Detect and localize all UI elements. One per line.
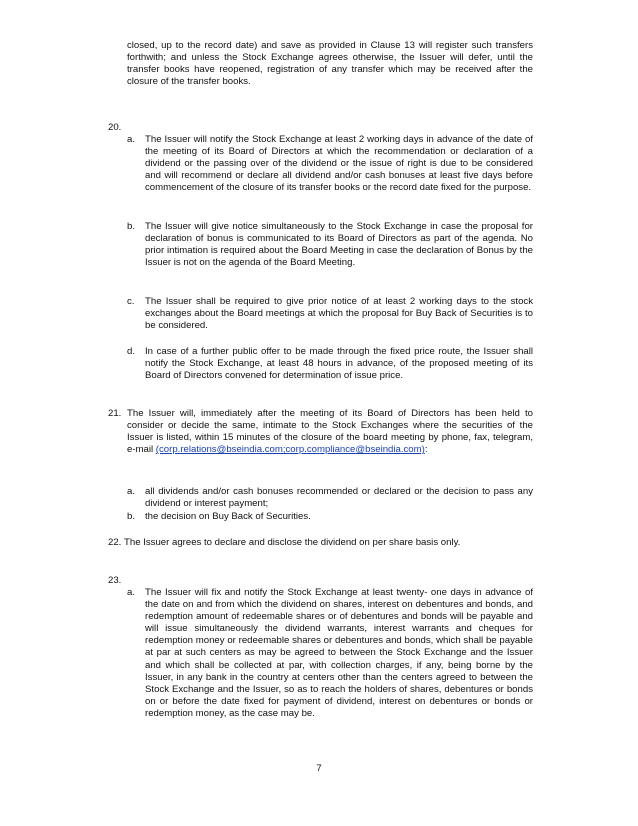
clause-20a-label: a. xyxy=(127,134,136,145)
clause-20b-text: The Issuer will give notice simultaneously to the Stock Exchange in case the proposal for declaration of bonus is communicated to its Board of Directors as part of the agenda. No prior intimation is required about the Board Meeting in case the declaration of Bonus by the Issuer is not on the agenda of the Board Meeting. xyxy=(145,221,533,269)
clause-22-number: 22. xyxy=(108,537,122,548)
clause-20d-text: In case of a further public offer to be made through the fixed price route, the Issuer shall notify the Stock Exchange, at least 48 hours in advance, of the proposed meeting of its Board of Directors convened for determination of issue price. xyxy=(145,346,533,382)
clause-21-text xyxy=(127,408,533,456)
intro-paragraph: closed, up to the record date) and save as provided in Clause 13 will register such transfers forthwith; and unless the Stock Exchange agrees otherwise, the Issuer will defer, until the transfer books have reopened, registration of any transfer which may be received after the closure of the transfer books. xyxy=(127,40,533,88)
clause-21a-label: a. xyxy=(127,486,136,497)
clause-23-number: 23. xyxy=(108,575,122,586)
clause-21a-text: all dividends and/or cash bonuses recommended or declared or the decision to pass any dividend or interest payment; xyxy=(145,486,533,510)
clause-20b-label: b. xyxy=(127,221,136,232)
clause-21-body: The Issuer will, immediately after the meeting of its Board of Directors has been held to consider or decide the same, intimate to the Stock Exchanges where the securities of the Issuer is listed, within 15 minutes of the closure of the board meeting by phone, fax, telegram, e-mail xyxy=(127,408,533,456)
clause-21-colon: : xyxy=(424,444,428,456)
clause-20c-text: The Issuer shall be required to give prior notice of at least 2 working days to the stock exchanges about the Board meetings at which the proposal for Buy Back of Securities is to be considered. xyxy=(145,296,533,332)
clause-21-number: 21. xyxy=(108,408,122,419)
clause-20c-label: c. xyxy=(127,296,135,307)
clause-21b-text: the decision on Buy Back of Securities. xyxy=(145,511,311,522)
clause-22-text: The Issuer agrees to declare and disclose the dividend on per share basis only. xyxy=(124,537,461,548)
page-number: 7 xyxy=(316,763,322,774)
clause-21-email-link[interactable]: (corp.relations@bseindia.com;corp.compliance@bseindia.com) xyxy=(155,444,425,456)
clause-20-number: 20. xyxy=(108,122,122,133)
clause-23a-label: a. xyxy=(127,587,136,598)
clause-20a-text: The Issuer will notify the Stock Exchange at least 2 working days in advance of the date of the meeting of its Board of Directors at which the recommendation or declaration of a dividend or the passing over of the dividend or the issue of right is due to be considered and will recommend or declare all dividend and/or cash bonuses at least five days before commencement of the closure of its transfer books or the record date fixed for the purpose. xyxy=(145,134,533,194)
clause-20d-label: d. xyxy=(127,346,136,357)
clause-23a-text: The Issuer will fix and notify the Stock Exchange at least twenty- one days in advance of the date on and from which the dividend on shares, interest on debentures and bonds, and redemption amount of redeemable shares or of debentures and bonds will be payable and will issue simultaneously the dividend warrants, interest warrants and cheques for redemption money or redeemable shares or debentures and bonds, which shall be payable at par at such centers as may be agreed to between the Stock Exchange and the Issuer and which shall be collected at par, with collection charges, if any, being borne by the Issuer, in any bank in the country at centers other than the centers agreed to between the Stock Exchange and the Issuer, so as to reach the holders of shares, debentures or bonds on or before the date fixed for payment of dividend, interest on debentures or bonds or redemption money, as the case may be. xyxy=(145,587,533,719)
clause-21b-label: b. xyxy=(127,511,136,522)
